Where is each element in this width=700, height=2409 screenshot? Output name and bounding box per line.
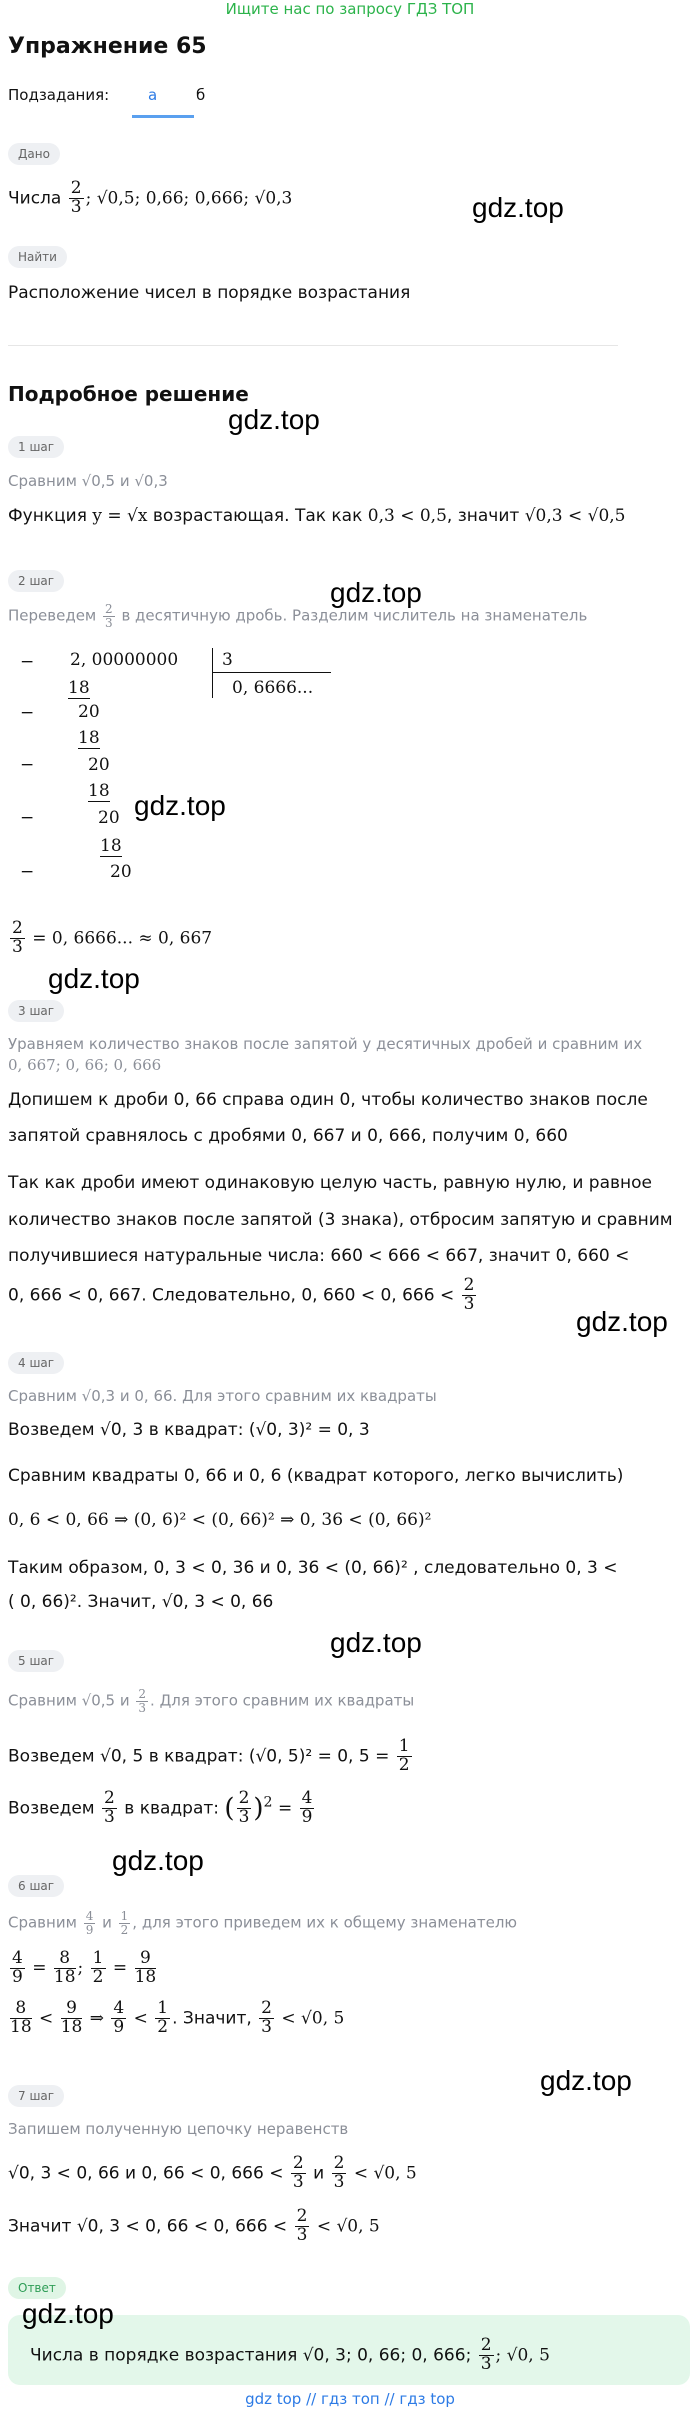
tab-a[interactable]: а — [148, 86, 158, 104]
step-6-line-2: $\frac{8}{18}$ < $\frac{9}{18}$ ⇒ $\frac{4}{9}$ < $\frac{1}{2}$ . Значит, $\frac{2}{3}$ < √0, 5 — [10, 1998, 345, 2037]
step-1-caption: Сравним √0,5 и √0,3 — [8, 472, 168, 490]
step-3-paragraph-2-line-2: количество знаков после запятой (3 знака), отбросим запятую и сравним — [8, 1210, 673, 1230]
step-7-caption: Запишем полученную цепочку неравенств — [8, 2120, 349, 2138]
step-4-line-5: ( 0, 66)². Значит, √0, 3 < 0, 66 — [8, 1592, 274, 1612]
division-step: 20 — [88, 755, 110, 775]
top-banner: Ищите нас по запросу ГДЗ ТОП — [225, 0, 475, 18]
divider — [8, 345, 618, 346]
division-quotient: 0, 6666... — [232, 678, 314, 698]
watermark: gdz.top — [134, 790, 226, 821]
step-6-caption: Сравним $\frac{4}{9}$ и $\frac{1}{2}$ , для этого приведем их к общему знаменателю — [8, 1909, 518, 1937]
division-quotient-line — [213, 672, 331, 673]
step-5-pill: 5 шаг — [8, 1650, 64, 1672]
step-2-result: $\frac{2}{3}$ = 0, 6666... ≈ 0, 667 — [12, 918, 213, 957]
page-title: Упражнение 65 — [8, 34, 207, 59]
watermark: gdz.top — [576, 1306, 668, 1337]
step-7-pill: 7 шаг — [8, 2085, 64, 2107]
active-tab-indicator — [132, 115, 194, 118]
division-minus-1: − — [20, 652, 35, 672]
given-prefix: Числа — [8, 188, 62, 209]
division-dividend: 2, 00000000 — [70, 650, 179, 670]
watermark: gdz.top — [540, 2065, 632, 2096]
find-text: Расположение чисел в порядке возрастания — [8, 283, 411, 303]
division-step: 18 — [78, 728, 100, 748]
division-step: 18 — [100, 836, 122, 856]
division-divisor: 3 — [222, 650, 233, 670]
given-numbers: ; √0,5; 0,66; 0,666; √0,3 — [85, 188, 293, 209]
step-7-line-2: Значит √0, 3 < 0, 66 < 0, 666 < $\frac{2}{3}$ < √0, 5 — [8, 2206, 380, 2245]
watermark: gdz.top — [22, 2298, 114, 2329]
step-3-paragraph-2-line-4: 0, 666 < 0, 667. Следовательно, 0, 660 < 0, 666 < $\frac{2}{3}$ — [8, 1275, 475, 1314]
step-3-paragraph-1-line-1: Допишем к дроби 0, 66 справа один 0, чтобы количество знаков после — [8, 1090, 648, 1110]
step-3-paragraph-1-line-2: запятой сравнялось с дробями 0, 667 и 0, 666, получим 0, 660 — [8, 1126, 568, 1146]
step-5-caption: Сравним √0,5 и $\frac{2}{3}$ . Для этого сравним их квадраты — [8, 1687, 415, 1715]
division-minus-2: − — [20, 703, 35, 723]
division-step: 20 — [98, 808, 120, 828]
solution-title: Подробное решение — [8, 382, 249, 406]
step-4-caption: Сравним √0,3 и 0, 66. Для этого сравним их квадраты — [8, 1387, 437, 1405]
watermark: gdz.top — [48, 963, 140, 994]
given-fraction: $\frac{2}{3}$ — [70, 178, 82, 217]
find-pill: Найти — [8, 246, 67, 268]
footer-links[interactable]: gdz top // гдз топ // гдз top — [245, 2390, 455, 2408]
step-3-caption: Уравняем количество знаков после запятой у десятичных дробей и сравним их — [8, 1035, 643, 1053]
caption-fraction: $\frac{2}{3}$ — [105, 602, 113, 630]
given-line — [8, 180, 292, 217]
division-step: 18 — [88, 781, 110, 801]
division-step: 20 — [110, 862, 132, 882]
step-3-paragraph-2-line-1: Так как дроби имеют одинаковую целую часть, равную нулю, и равное — [8, 1173, 652, 1193]
division-vertical-line — [212, 648, 213, 698]
division-step: 20 — [78, 702, 100, 722]
watermark: gdz.top — [330, 577, 422, 608]
division-minus-4: − — [20, 808, 35, 828]
step-7-line-1: √0, 3 < 0, 66 и 0, 66 < 0, 666 < $\frac{2}{3}$ и $\frac{2}{3}$ < √0, 5 — [8, 2153, 417, 2192]
step-4-pill: 4 шаг — [8, 1352, 64, 1374]
division-minus-5: − — [20, 862, 35, 882]
division-minus-3: − — [20, 755, 35, 775]
answer-pill: Ответ — [8, 2277, 66, 2299]
step-4-line-1: Возведем √0, 3 в квадрат: (√0, 3)² = 0, 3 — [8, 1420, 370, 1440]
division-step: 18 — [68, 678, 90, 698]
step-1-pill: 1 шаг — [8, 436, 64, 458]
watermark: gdz.top — [112, 1845, 204, 1876]
step-2-caption: Переведем $\frac{2}{3}$ в десятичную дробь. Разделим числитель на знаменатель — [8, 602, 588, 630]
watermark: gdz.top — [228, 404, 320, 435]
step-5-line-1: Возведем √0, 5 в квадрат: (√0, 5)² = 0, 5 = $\frac{1}{2}$ — [8, 1736, 410, 1775]
step-5-line-2: Возведем $\frac{2}{3}$ в квадрат: ( $\frac{2}{3}$ )$^2$ = $\frac{4}{9}$ — [8, 1788, 313, 1827]
given-pill: Дано — [8, 143, 60, 165]
watermark: gdz.top — [472, 192, 564, 223]
step-3-paragraph-2-line-3: получившиеся натуральные числа: 660 < 666 < 667, значит 0, 660 < — [8, 1246, 630, 1266]
step-4-line-3: 0, 6 < 0, 66 ⇒ (0, 6)² < (0, 66)² ⇒ 0, 36 < (0, 66)² — [8, 1510, 432, 1530]
subtasks-label: Подзадания: — [8, 86, 110, 104]
answer-text: Числа в порядке возрастания √0, 3; 0, 66; 0, 666; $\frac{2}{3}$ ; √0, 5 — [30, 2335, 550, 2374]
step-2-pill: 2 шаг — [8, 570, 64, 592]
tab-b[interactable]: б — [196, 86, 206, 104]
step-1-line: Функция y = √x возрастающая. Так как 0,3 < 0,5, значит √0,3 < √0,5 — [8, 506, 626, 526]
step-6-pill: 6 шаг — [8, 1875, 64, 1897]
step-4-line-4: Таким образом, 0, 3 < 0, 36 и 0, 36 < (0, 66)² , следовательно 0, 3 < — [8, 1558, 618, 1578]
step-3-caption-numbers: 0, 667; 0, 66; 0, 666 — [8, 1056, 162, 1074]
step-4-line-2: Сравним квадраты 0, 66 и 0, 6 (квадрат которого, легко вычислить) — [8, 1466, 624, 1486]
step-6-line-1: $\frac{4}{9}$ = $\frac{8}{18}$ ; $\frac{1}{2}$ = $\frac{9}{18}$ — [12, 1948, 157, 1987]
watermark: gdz.top — [330, 1627, 422, 1658]
step-3-pill: 3 шаг — [8, 1000, 64, 1022]
